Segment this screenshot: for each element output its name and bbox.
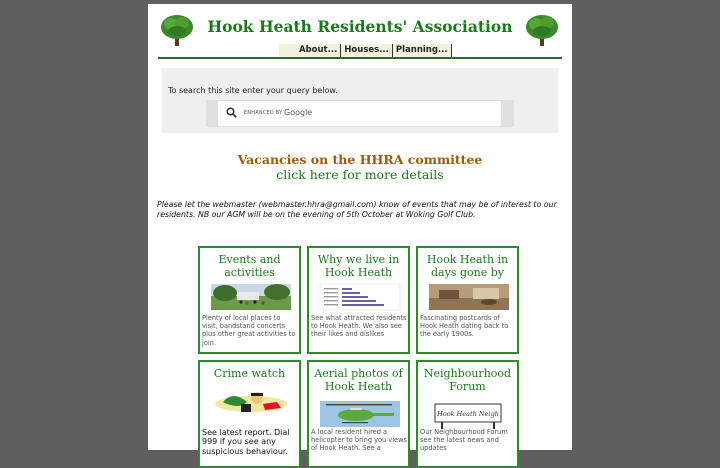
google-search-box xyxy=(206,100,514,127)
card-aerial-photos[interactable] xyxy=(307,360,410,468)
search-panel xyxy=(162,68,558,133)
card-description: Fascinating postcards of Hook Heath dating back to the early 1900s. xyxy=(420,314,509,339)
forum-sign-logo-icon xyxy=(429,400,509,430)
forum-sign-text: Hook Heath Neigh xyxy=(437,410,499,418)
nav-item-houses[interactable]: Houses... xyxy=(341,44,393,57)
card-description: A local resident hired a helicopter to bring you views of Hook Heath. See a xyxy=(311,428,407,453)
enhanced-by-label: ENHANCED BY xyxy=(244,110,283,116)
card-description: See latest report. Dial 999 if you see any suspicious behaviour. xyxy=(202,428,290,456)
page-container xyxy=(148,4,572,456)
tree-logo-right-icon xyxy=(525,14,559,46)
vacancies-heading[interactable]: Vacancies on the HHRA committee xyxy=(237,152,483,167)
search-icon[interactable] xyxy=(226,107,237,118)
survey-bar-chart-icon xyxy=(320,284,400,310)
helicopter-photo-icon xyxy=(320,401,400,427)
vacancies-link[interactable]: click here for more details xyxy=(276,167,444,182)
nav-item-planning[interactable]: Planning... xyxy=(393,44,452,57)
card-crime-watch[interactable] xyxy=(198,360,301,468)
search-instructions: To search this site enter your query below. xyxy=(168,86,338,95)
card-description: Our Neighbourhood Forum see the latest news and updates xyxy=(420,428,508,453)
card-title: Neighbourhood Forum xyxy=(423,367,512,393)
top-nav-menu xyxy=(279,44,452,57)
card-title: Why we live in Hook Heath xyxy=(317,253,400,279)
card-title: Events and activities xyxy=(218,253,281,279)
card-title: Hook Heath in days gone by xyxy=(426,253,509,279)
card-days-gone-by[interactable] xyxy=(416,246,519,354)
old-postcard-photo-icon xyxy=(429,284,509,310)
google-label: Google xyxy=(284,108,313,117)
card-events[interactable] xyxy=(198,246,301,354)
header-divider xyxy=(158,57,562,59)
card-description: See what attracted residents to Hook Heath. We also see their likes and dislikes xyxy=(311,314,407,339)
events-photo-icon xyxy=(211,284,291,310)
card-neighbourhood-forum[interactable] xyxy=(416,360,519,468)
search-input[interactable] xyxy=(218,101,501,126)
webmaster-notice: Please let the webmaster (webmaster.hhra@gmail.com) know of events that may be of interest to our residents. NB our AGM will be on the evening of 5th October at Woking Golf Club. xyxy=(157,200,557,219)
card-why-we-live[interactable] xyxy=(307,246,410,354)
card-title: Crime watch xyxy=(213,367,286,380)
page-title: Hook Heath Residents' Association xyxy=(207,17,513,36)
nav-item-about[interactable]: About... xyxy=(279,44,341,57)
card-title: Aerial photos of Hook Heath xyxy=(314,367,403,393)
card-description: Plenty of local places to visit, bandstand concerts plus other great activities to join. xyxy=(202,314,296,347)
burglar-cartoon-icon xyxy=(211,384,291,416)
